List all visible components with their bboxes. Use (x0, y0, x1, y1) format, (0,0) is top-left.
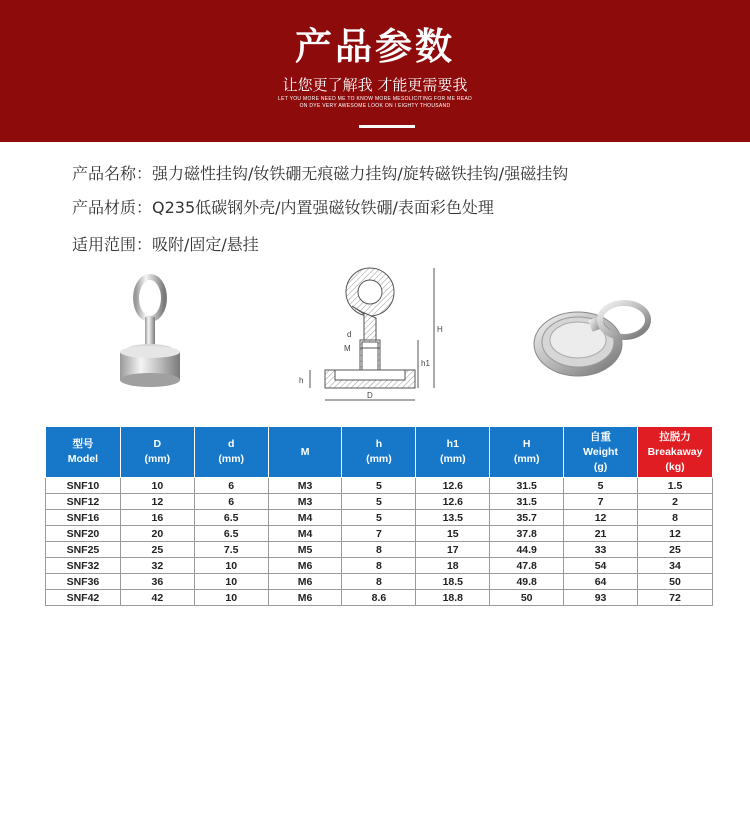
table-cell: 21 (564, 526, 638, 542)
table-cell: M6 (268, 590, 342, 606)
column-header-model: 型号 Model (46, 427, 121, 478)
table-cell: 72 (638, 590, 713, 606)
table-cell: 5 (564, 478, 638, 494)
info-application (72, 232, 259, 255)
table-header-row (46, 427, 713, 478)
table-cell: 1.5 (638, 478, 713, 494)
table-cell: 7 (342, 526, 416, 542)
spec-table (45, 426, 713, 606)
table-cell: SNF10 (46, 478, 121, 494)
table-cell: SNF32 (46, 558, 121, 574)
table-cell: M3 (268, 494, 342, 510)
table-cell: 13.5 (416, 510, 490, 526)
table-cell: 44.9 (490, 542, 564, 558)
info-value: Q235低碳钢外壳/内置强磁钕铁硼/表面彩色处理 (152, 198, 494, 217)
table-cell: 7 (564, 494, 638, 510)
table-cell: 12.6 (416, 494, 490, 510)
table-cell: M5 (268, 542, 342, 558)
table-cell: 49.8 (490, 574, 564, 590)
table-cell: 12 (120, 494, 194, 510)
table-row (46, 478, 713, 494)
info-value: 强力磁性挂钩/钕铁硼无痕磁力挂钩/旋转磁铁挂钩/强磁挂钩 (152, 164, 569, 183)
info-product-name (72, 161, 568, 184)
table-cell: M3 (268, 478, 342, 494)
table-cell: 18.5 (416, 574, 490, 590)
table-cell: 37.8 (490, 526, 564, 542)
table-row (46, 590, 713, 606)
table-cell: 42 (120, 590, 194, 606)
table-cell: 32 (120, 558, 194, 574)
table-row (46, 542, 713, 558)
table-cell: SNF16 (46, 510, 121, 526)
table-cell: 6.5 (194, 510, 268, 526)
table-cell: 8 (342, 574, 416, 590)
diagram-label-M: M (344, 344, 351, 353)
table-cell: 10 (194, 590, 268, 606)
column-header-weight: 自重 Weight (g) (564, 427, 638, 478)
column-header-breakaway: 拉脱力 Breakaway (kg) (638, 427, 713, 478)
table-cell: 12 (638, 526, 713, 542)
product-photo-front (110, 272, 190, 400)
table-cell: 7.5 (194, 542, 268, 558)
table-cell: 50 (638, 574, 713, 590)
table-cell: SNF20 (46, 526, 121, 542)
table-cell: 50 (490, 590, 564, 606)
table-cell: M4 (268, 526, 342, 542)
table-cell: M6 (268, 574, 342, 590)
table-cell: 5 (342, 494, 416, 510)
diagram-label-h1: h1 (421, 359, 430, 368)
table-cell: 16 (120, 510, 194, 526)
table-cell: 10 (194, 558, 268, 574)
table-cell: M4 (268, 510, 342, 526)
table-cell: 20 (120, 526, 194, 542)
table-cell: 33 (564, 542, 638, 558)
table-cell: 5 (342, 510, 416, 526)
banner-subtitle: 让您更了解我 才能更需要我 (282, 76, 468, 94)
table-cell: 17 (416, 542, 490, 558)
banner-english-tagline (0, 96, 750, 110)
info-value: 吸附/固定/悬挂 (152, 235, 259, 254)
table-cell: 8 (342, 558, 416, 574)
table-row (46, 526, 713, 542)
table-cell: 35.7 (490, 510, 564, 526)
banner-english-line-1: LET YOU MORE NEED ME TO KNOW MORE MESOLICITING FOR ME READ (278, 96, 472, 102)
table-row (46, 574, 713, 590)
diagram-label-H: H (437, 325, 443, 334)
table-cell: 6 (194, 478, 268, 494)
table-cell: 54 (564, 558, 638, 574)
table-cell: SNF36 (46, 574, 121, 590)
table-cell: 10 (120, 478, 194, 494)
table-cell: 10 (194, 574, 268, 590)
table-cell: 8 (342, 542, 416, 558)
page-title: 产品参数 (295, 25, 455, 68)
diagram-label-d: d (347, 330, 352, 339)
table-cell: 6.5 (194, 526, 268, 542)
table-cell: 31.5 (490, 478, 564, 494)
table-cell: 25 (120, 542, 194, 558)
table-cell: 5 (342, 478, 416, 494)
banner-english-line-2: ON DYE VERY AWESOME LOOK ON I EIGHTY THOUSAND (299, 103, 451, 109)
table-cell: M6 (268, 558, 342, 574)
table-cell: 15 (416, 526, 490, 542)
header-banner (0, 0, 750, 142)
column-header-h1: h1 (mm) (416, 427, 490, 478)
technical-drawing (290, 262, 450, 410)
table-cell: 6 (194, 494, 268, 510)
column-header-D: D (mm) (120, 427, 194, 478)
column-header-d: d (mm) (194, 427, 268, 478)
table-cell: SNF12 (46, 494, 121, 510)
table-cell: 36 (120, 574, 194, 590)
table-cell: 8 (638, 510, 713, 526)
info-material (72, 195, 494, 218)
info-label: 产品名称： (72, 164, 153, 183)
column-header-H: H (mm) (490, 427, 564, 478)
table-row (46, 510, 713, 526)
product-photo-angled (526, 292, 654, 380)
table-cell: 34 (638, 558, 713, 574)
table-cell: 47.8 (490, 558, 564, 574)
table-cell: 93 (564, 590, 638, 606)
table-cell: 2 (638, 494, 713, 510)
table-cell: 64 (564, 574, 638, 590)
table-cell: 18 (416, 558, 490, 574)
table-cell: 31.5 (490, 494, 564, 510)
diagram-label-h: h (299, 376, 304, 385)
column-header-h: h (mm) (342, 427, 416, 478)
info-label: 产品材质： (72, 198, 153, 217)
table-cell: SNF25 (46, 542, 121, 558)
table-cell: 8.6 (342, 590, 416, 606)
table-cell: 12 (564, 510, 638, 526)
info-label: 适用范围： (72, 235, 153, 254)
table-cell: SNF42 (46, 590, 121, 606)
column-header-M: M (268, 427, 342, 478)
table-row (46, 558, 713, 574)
table-cell: 25 (638, 542, 713, 558)
table-row (46, 494, 713, 510)
table-cell: 18.8 (416, 590, 490, 606)
table-cell: 12.6 (416, 478, 490, 494)
banner-divider (359, 125, 415, 128)
diagram-label-D: D (367, 391, 373, 400)
